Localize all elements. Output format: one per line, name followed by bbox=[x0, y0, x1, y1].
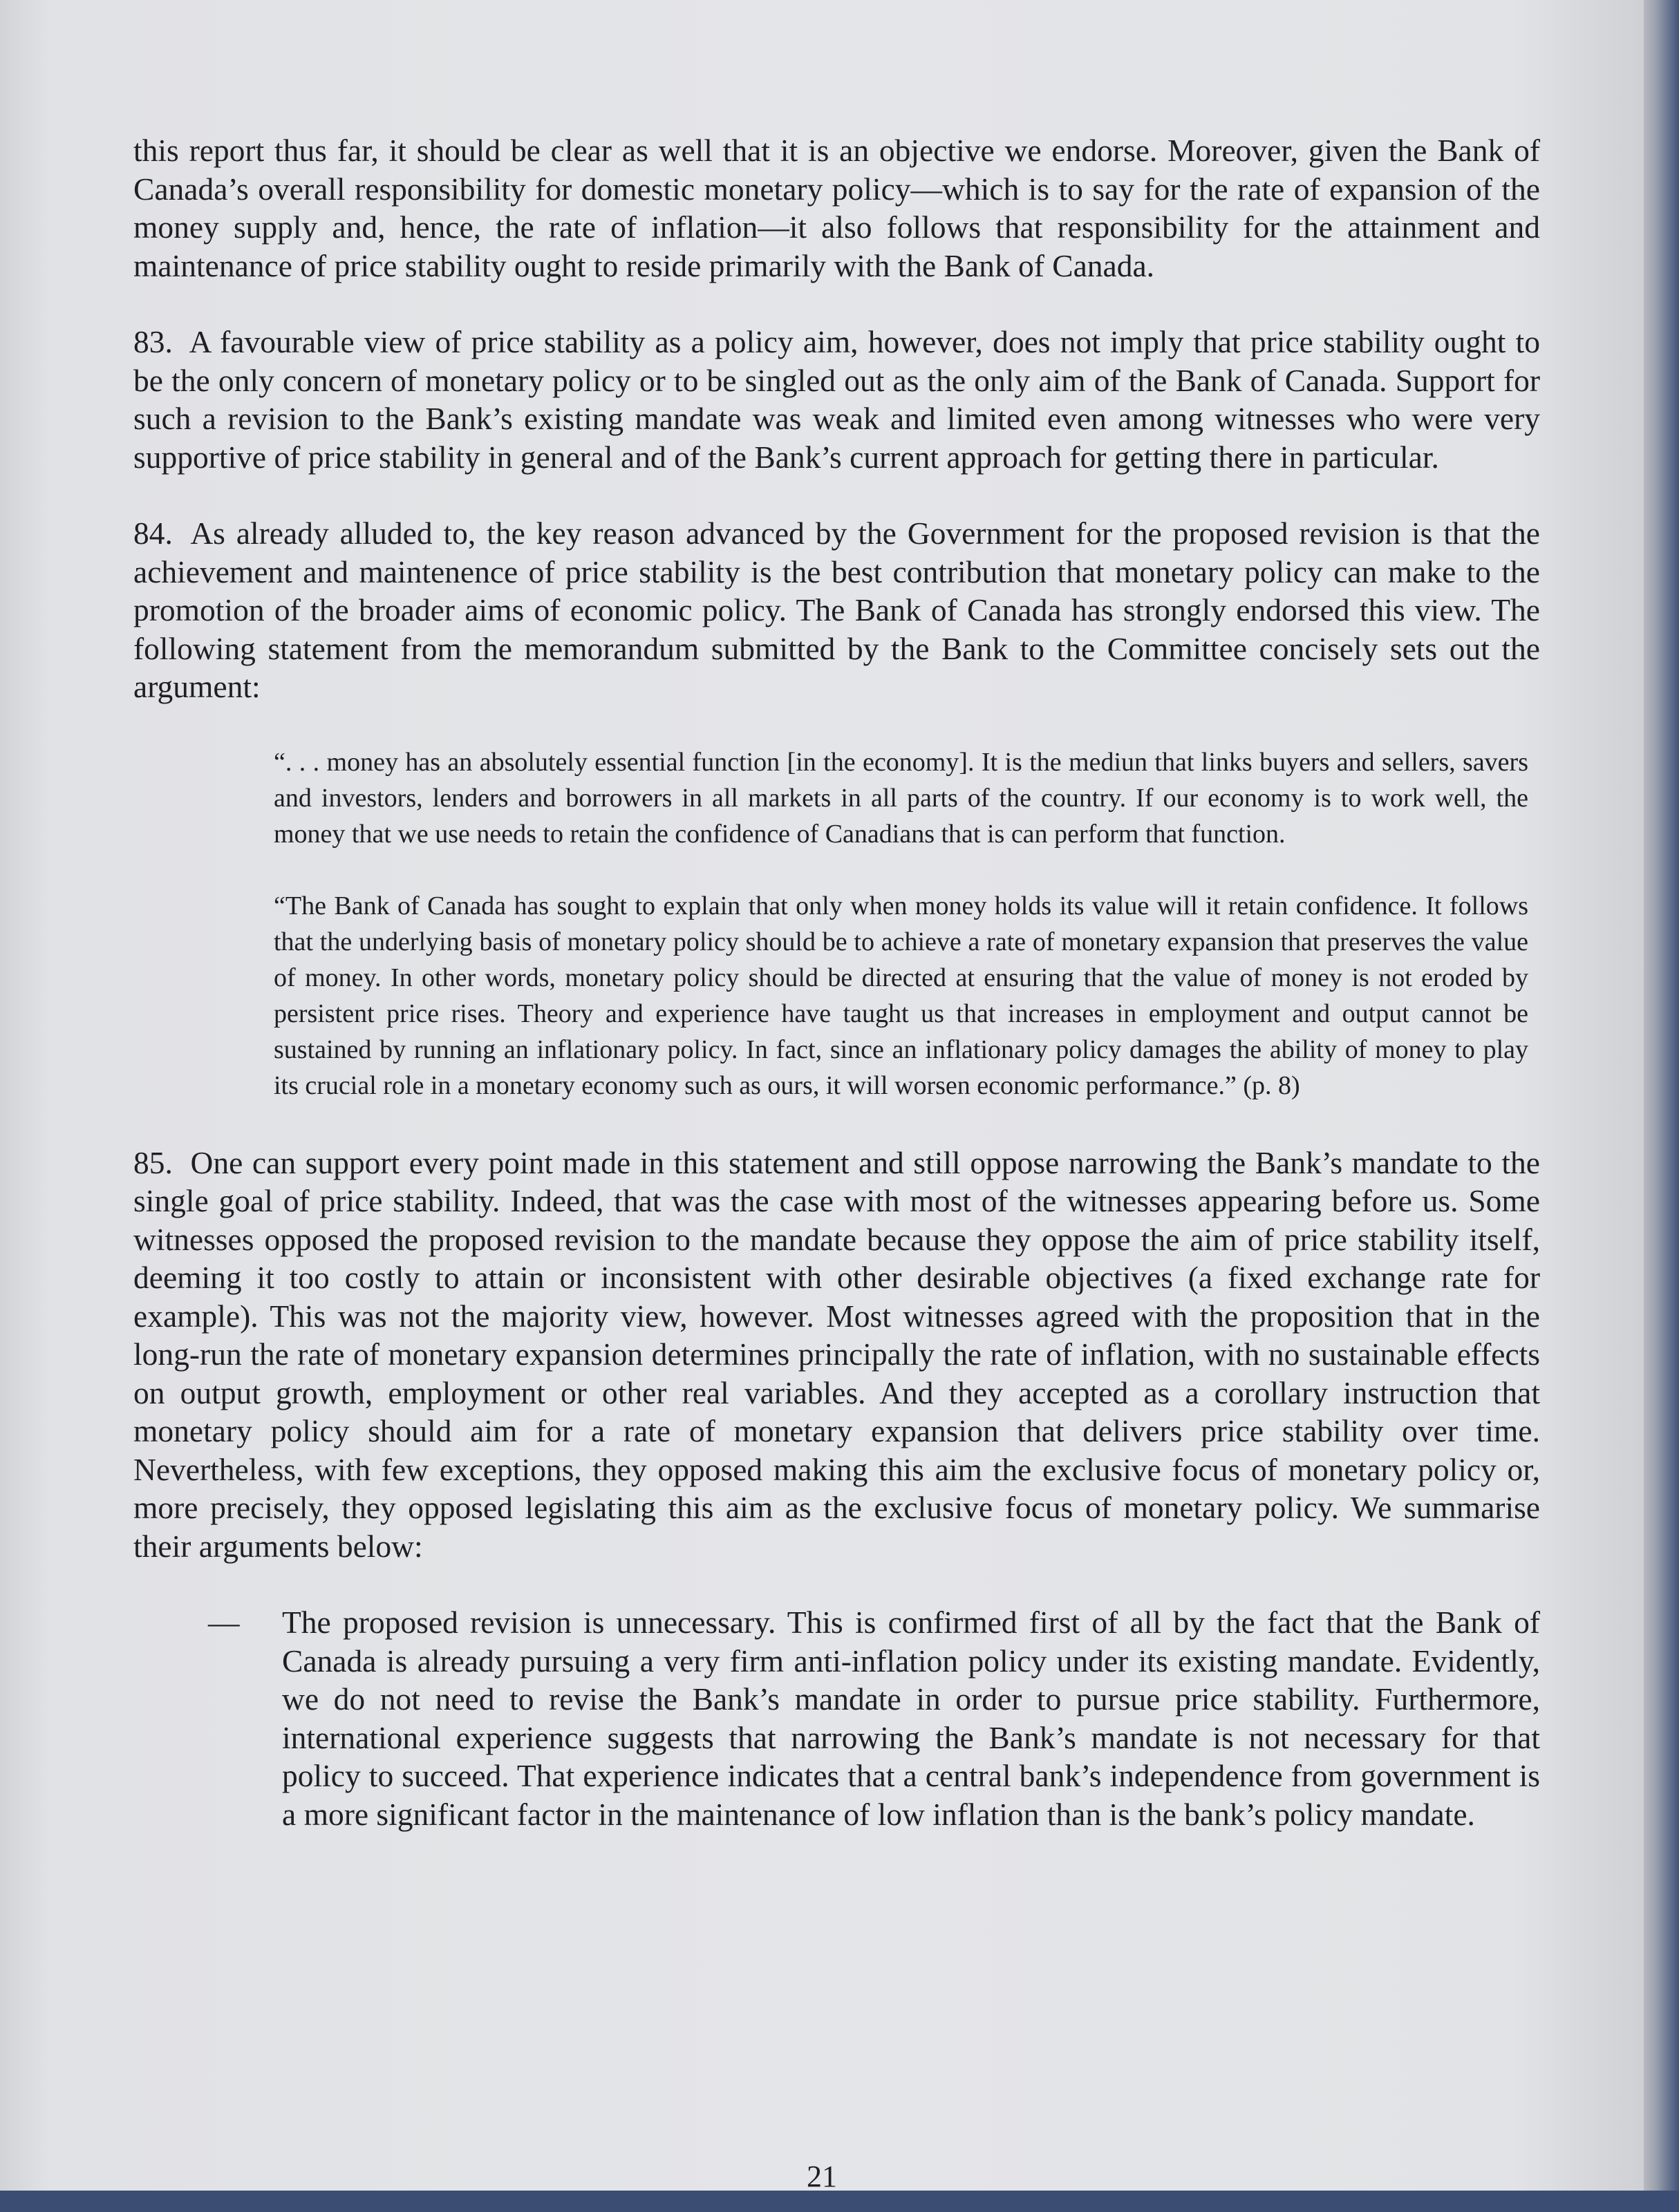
paragraph-text: this report thus far, it should be clear as well that it is an objective we endorse. Moreover, given the Bank of Canada’s overall responsibility for domestic monetary policy—which is to say for the rate of expansion of the money supply and, hence, the rate of inflation—it also follows that responsibility for the attainment and maintenance of price stability ought to reside primarily with the Bank of Canada. bbox=[133, 133, 1540, 283]
paragraph-number: 84. bbox=[133, 516, 173, 551]
bullet-text: The proposed revision is unnecessary. This is confirmed first of all by the fact that the Bank of Canada is already pursuing a very firm anti-inflation policy under its existing mandate. Evidently, we do not need to revise the Bank’s mandate in order to pursue price stability. Furthermore, international experience suggests that narrowing the Bank’s mandate is not necessary for that policy to succeed. That experience indicates that a central bank’s independence from government is a more significant factor in the maintenance of low inflation than is the bank’s policy mandate. bbox=[282, 1605, 1540, 1832]
paragraph-83 bbox=[133, 323, 1540, 476]
dash-bullet-marker: — bbox=[208, 1605, 240, 1640]
bottom-edge bbox=[0, 2191, 1679, 2212]
block-quote: “The Bank of Canada has sought to explain that only when money holds its value will it retain confidence. It follows that the underlying basis of monetary policy should be to achieve a rate of monetary expansion that preserves the value of money. In other words, monetary policy should be directed at ensuring that the value of money is not eroded by persistent price rises. Theory and experience have taught us that increases in employment and output cannot be sustained by running an inflationary policy. In fact, since an inflationary policy damages the ability of money to play its crucial role in a monetary economy such as ours, it will worsen economic performance.” (p. 8) bbox=[274, 891, 1528, 1100]
binding-edge bbox=[1644, 0, 1679, 2212]
paragraph-number: 85. bbox=[133, 1144, 173, 1180]
paragraph-85 bbox=[133, 1144, 1540, 1566]
paragraph-text: A favourable view of price stability as a policy aim, however, does not imply that price stability ought to be the only concern of monetary policy or to be singled out as the only aim of the Bank of Canada. Support for such a revision to the Bank’s existing mandate was weak and limited even among witnesses who were very supportive of price stability in general and of the Bank’s current approach for getting there in particular. bbox=[133, 324, 1540, 475]
paragraph-number: 83. bbox=[133, 324, 173, 359]
bullet-item bbox=[133, 1603, 1540, 1833]
paragraph-continued bbox=[133, 131, 1540, 285]
block-quote: “. . . money has an absolutely essential function [in the economy]. It is the mediun that links buyers and sellers, savers and investors, lenders and borrowers in all markets in all parts of the country. If our economy is to work well, the money that we use needs to retain the confidence of Canadians that is can perform that function. bbox=[274, 747, 1528, 849]
paragraph-text: One can support every point made in this statement and still oppose narrowing the Bank’s mandate to the single goal of price stability. Indeed, that was the case with most of the witnesses appearing before us. Some witnesses opposed the proposed revision to the mandate because they oppose the aim of price stability itself, deeming it too costly to attain or inconsistent with other desirable objectives (a fixed exchange rate for example). This was not the majority view, however. Most witnesses agreed with the proposition that in the long-run the rate of monetary expansion determines principally the rate of inflation, with no sustainable effects on output growth, employment or other real variables. And they accepted as a corollary instruction that monetary policy should aim for a rate of monetary expansion that delivers price stability over time. Nevertheless, with few exceptions, they opposed making this aim the exclusive focus of monetary policy or, more precisely, they opposed legislating this aim as the exclusive focus of monetary policy. We summarise their arguments below: bbox=[133, 1144, 1541, 1564]
paragraph-text: As already alluded to, the key reason advanced by the Government for the proposed revision is that the achievement and maintenence of price stability is the best contribution that monetary policy can make to the promotion of the broader aims of economic policy. The Bank of Canada has strongly endorsed this view. The following statement from the memorandum submitted by the Bank to the Committee concisely sets out the argument: bbox=[133, 516, 1540, 704]
paragraph-84 bbox=[133, 514, 1540, 706]
page-number: 21 bbox=[807, 2159, 837, 2191]
page-body bbox=[133, 131, 1540, 1833]
